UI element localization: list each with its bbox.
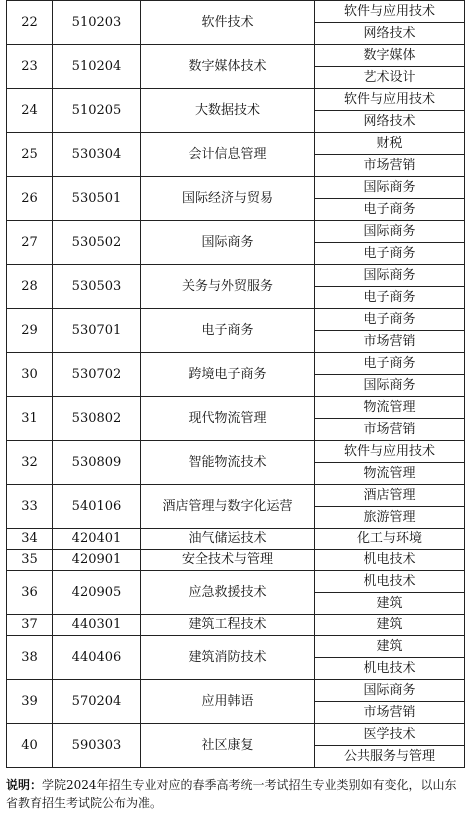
major-code-cell: 530802 [53, 397, 141, 441]
table-row [7, 397, 465, 419]
major-name-cell: 数字媒体技术 [141, 45, 315, 89]
exam-category-cell: 数字媒体 [315, 45, 465, 67]
major-name-cell: 智能物流技术 [141, 441, 315, 485]
exam-category-cell: 国际商务 [315, 265, 465, 287]
row-number-cell: 33 [7, 485, 53, 529]
major-code-cell: 420905 [53, 571, 141, 615]
footnote-text: 学院2024年招生专业对应的春季高考统一考试招生专业类别如有变化，以山东省教育招生考试院公布为准。 [6, 778, 457, 810]
major-name-cell: 应用韩语 [141, 680, 315, 724]
table-row [7, 133, 465, 155]
row-number-cell: 23 [7, 45, 53, 89]
major-name-cell: 国际商务 [141, 221, 315, 265]
exam-category-cell: 建筑 [315, 636, 465, 658]
row-number-cell: 26 [7, 177, 53, 221]
major-name-cell: 安全技术与管理 [141, 550, 315, 571]
major-code-cell: 540106 [53, 485, 141, 529]
table-row [7, 680, 465, 702]
major-code-cell: 530809 [53, 441, 141, 485]
major-code-cell: 420401 [53, 529, 141, 550]
table-row [7, 615, 465, 636]
exam-category-cell: 电子商务 [315, 353, 465, 375]
table-row [7, 529, 465, 550]
major-code-cell: 530702 [53, 353, 141, 397]
table-row [7, 485, 465, 507]
major-code-cell: 530503 [53, 265, 141, 309]
major-name-cell: 大数据技术 [141, 89, 315, 133]
row-number-cell: 37 [7, 615, 53, 636]
table-row [7, 636, 465, 658]
exam-category-cell: 旅游管理 [315, 507, 465, 529]
table-row [7, 265, 465, 287]
major-code-cell: 440406 [53, 636, 141, 680]
exam-category-cell: 化工与环境 [315, 529, 465, 550]
exam-category-cell: 市场营销 [315, 419, 465, 441]
exam-category-cell: 网络技术 [315, 23, 465, 45]
row-number-cell: 35 [7, 550, 53, 571]
major-code-cell: 420901 [53, 550, 141, 571]
major-name-cell: 建筑工程技术 [141, 615, 315, 636]
row-number-cell: 39 [7, 680, 53, 724]
table-row [7, 177, 465, 199]
table-row [7, 89, 465, 111]
exam-category-cell: 公共服务与管理 [315, 746, 465, 768]
major-code-cell: 530304 [53, 133, 141, 177]
row-number-cell: 29 [7, 309, 53, 353]
row-number-cell: 32 [7, 441, 53, 485]
footnote [6, 776, 464, 812]
table-row [7, 1, 465, 23]
table-row [7, 550, 465, 571]
exam-category-cell: 艺术设计 [315, 67, 465, 89]
major-name-cell: 现代物流管理 [141, 397, 315, 441]
major-name-cell: 电子商务 [141, 309, 315, 353]
major-code-cell: 530502 [53, 221, 141, 265]
major-name-cell: 应急救援技术 [141, 571, 315, 615]
exam-category-cell: 物流管理 [315, 463, 465, 485]
major-table [6, 0, 465, 768]
exam-category-cell: 建筑 [315, 615, 465, 636]
major-code-cell: 510204 [53, 45, 141, 89]
major-name-cell: 软件技术 [141, 1, 315, 45]
exam-category-cell: 机电技术 [315, 550, 465, 571]
exam-category-cell: 软件与应用技术 [315, 441, 465, 463]
exam-category-cell: 国际商务 [315, 680, 465, 702]
exam-category-cell: 电子商务 [315, 243, 465, 265]
row-number-cell: 40 [7, 724, 53, 768]
major-code-cell: 440301 [53, 615, 141, 636]
major-code-cell: 510205 [53, 89, 141, 133]
major-code-cell: 570204 [53, 680, 141, 724]
major-name-cell: 关务与外贸服务 [141, 265, 315, 309]
exam-category-cell: 网络技术 [315, 111, 465, 133]
footnote-label: 说明： [6, 778, 43, 792]
row-number-cell: 24 [7, 89, 53, 133]
exam-category-cell: 国际商务 [315, 375, 465, 397]
row-number-cell: 31 [7, 397, 53, 441]
table-row [7, 45, 465, 67]
exam-category-cell: 电子商务 [315, 287, 465, 309]
major-code-cell: 530501 [53, 177, 141, 221]
exam-category-cell: 电子商务 [315, 199, 465, 221]
major-name-cell: 国际经济与贸易 [141, 177, 315, 221]
row-number-cell: 27 [7, 221, 53, 265]
exam-category-cell: 软件与应用技术 [315, 89, 465, 111]
major-name-cell: 油气储运技术 [141, 529, 315, 550]
exam-category-cell: 市场营销 [315, 331, 465, 353]
major-code-cell: 530701 [53, 309, 141, 353]
table-row [7, 441, 465, 463]
exam-category-cell: 建筑 [315, 593, 465, 615]
major-code-cell: 590303 [53, 724, 141, 768]
exam-category-cell: 机电技术 [315, 571, 465, 593]
table-row [7, 221, 465, 243]
table-row [7, 309, 465, 331]
row-number-cell: 28 [7, 265, 53, 309]
row-number-cell: 30 [7, 353, 53, 397]
row-number-cell: 25 [7, 133, 53, 177]
exam-category-cell: 医学技术 [315, 724, 465, 746]
table-row [7, 353, 465, 375]
exam-category-cell: 酒店管理 [315, 485, 465, 507]
major-code-cell: 510203 [53, 1, 141, 45]
table-row [7, 571, 465, 593]
row-number-cell: 34 [7, 529, 53, 550]
major-name-cell: 社区康复 [141, 724, 315, 768]
exam-category-cell: 市场营销 [315, 155, 465, 177]
exam-category-cell: 机电技术 [315, 658, 465, 680]
exam-category-cell: 财税 [315, 133, 465, 155]
row-number-cell: 38 [7, 636, 53, 680]
exam-category-cell: 软件与应用技术 [315, 1, 465, 23]
exam-category-cell: 市场营销 [315, 702, 465, 724]
table-row [7, 724, 465, 746]
exam-category-cell: 国际商务 [315, 221, 465, 243]
row-number-cell: 36 [7, 571, 53, 615]
major-name-cell: 跨境电子商务 [141, 353, 315, 397]
exam-category-cell: 电子商务 [315, 309, 465, 331]
major-name-cell: 酒店管理与数字化运营 [141, 485, 315, 529]
major-name-cell: 会计信息管理 [141, 133, 315, 177]
row-number-cell: 22 [7, 1, 53, 45]
major-name-cell: 建筑消防技术 [141, 636, 315, 680]
exam-category-cell: 国际商务 [315, 177, 465, 199]
exam-category-cell: 物流管理 [315, 397, 465, 419]
